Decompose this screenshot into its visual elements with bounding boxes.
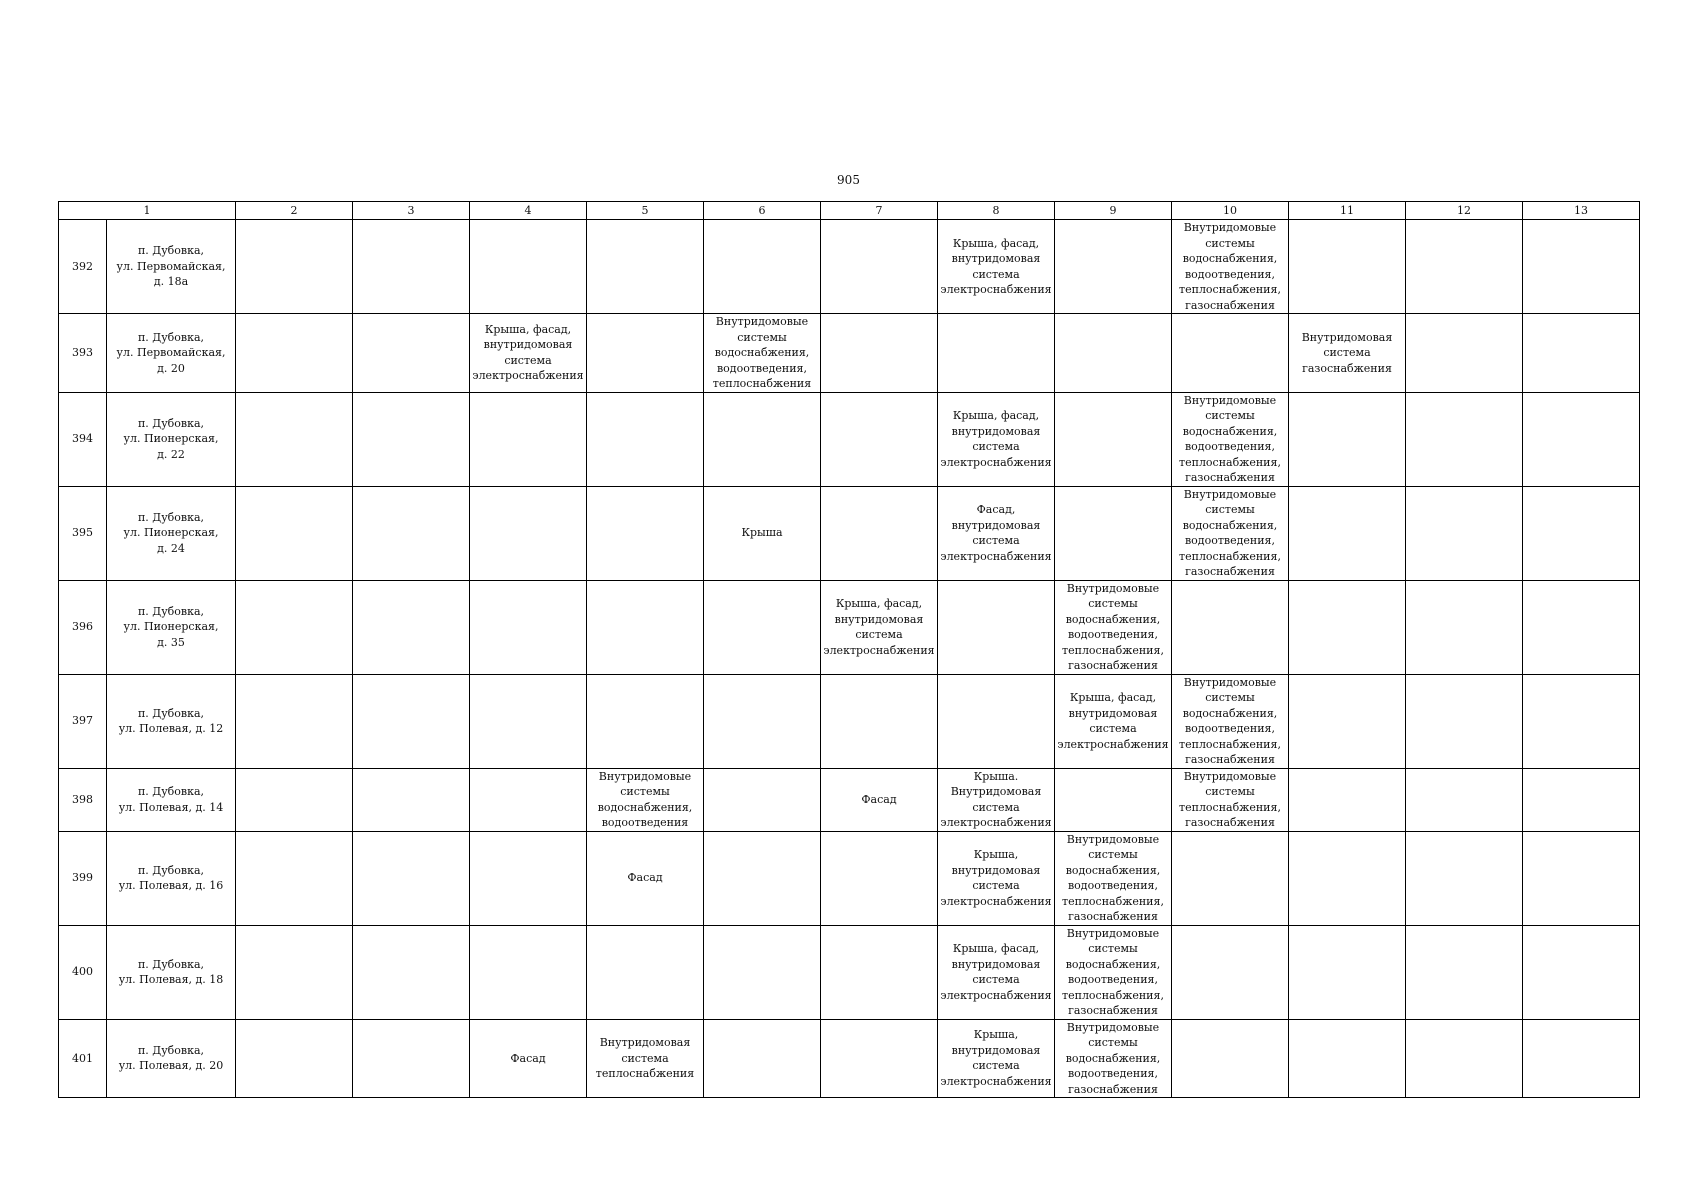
work-cell-col-6: [704, 220, 821, 314]
work-cell-col-10: [1172, 831, 1289, 925]
work-cell-col-11: [1289, 1019, 1406, 1098]
work-cell-col-12: [1406, 220, 1523, 314]
work-cell-col-8: Крыша, внутридомовая система электроснабжения: [938, 831, 1055, 925]
work-cell-col-7: [821, 392, 938, 486]
work-cell-col-11: [1289, 925, 1406, 1019]
work-cell-col-9: [1055, 768, 1172, 831]
work-cell-col-7: Фасад: [821, 768, 938, 831]
row-number: 400: [59, 925, 107, 1019]
work-cell-col-12: [1406, 392, 1523, 486]
work-cell-col-7: [821, 314, 938, 393]
work-cell-col-6: [704, 831, 821, 925]
work-cell-col-13: [1523, 220, 1640, 314]
work-cell-col-2: [236, 220, 353, 314]
work-cell-col-5: [587, 674, 704, 768]
work-cell-col-11: [1289, 580, 1406, 674]
work-cell-col-10: Внутридомовые системы теплоснабжения, газоснабжения: [1172, 768, 1289, 831]
work-cell-col-6: [704, 925, 821, 1019]
work-cell-col-2: [236, 674, 353, 768]
work-cell-col-12: [1406, 1019, 1523, 1098]
row-number: 395: [59, 486, 107, 580]
work-cell-col-9: Крыша, фасад, внутридомовая система электроснабжения: [1055, 674, 1172, 768]
work-cell-col-2: [236, 1019, 353, 1098]
work-cell-col-13: [1523, 831, 1640, 925]
work-cell-col-11: [1289, 831, 1406, 925]
work-cell-col-11: [1289, 768, 1406, 831]
work-cell-col-5: Внутридомовая система теплоснабжения: [587, 1019, 704, 1098]
work-cell-col-4: Крыша, фасад, внутридомовая система электроснабжения: [470, 314, 587, 393]
work-cell-col-9: Внутридомовые системы водоснабжения, водоотведения, теплоснабжения, газоснабжения: [1055, 580, 1172, 674]
work-cell-col-12: [1406, 831, 1523, 925]
table-header-row: [59, 202, 1640, 220]
work-cell-col-6: [704, 768, 821, 831]
work-cell-col-10: [1172, 1019, 1289, 1098]
header-cell: 8: [938, 202, 1055, 220]
work-cell-col-3: [353, 314, 470, 393]
address-cell: п. Дубовка, ул. Первомайская, д. 18а: [107, 220, 236, 314]
address-cell: п. Дубовка, ул. Полевая, д. 14: [107, 768, 236, 831]
row-number: 398: [59, 768, 107, 831]
table-row: [59, 580, 1640, 674]
header-cell: 5: [587, 202, 704, 220]
work-cell-col-2: [236, 768, 353, 831]
header-cell: 11: [1289, 202, 1406, 220]
header-cell: 1: [59, 202, 236, 220]
work-cell-col-11: [1289, 674, 1406, 768]
work-cell-col-9: [1055, 486, 1172, 580]
work-cell-col-10: Внутридомовые системы водоснабжения, водоотведения, теплоснабжения, газоснабжения: [1172, 392, 1289, 486]
work-cell-col-7: Крыша, фасад, внутридомовая система электроснабжения: [821, 580, 938, 674]
work-cell-col-4: [470, 674, 587, 768]
work-cell-col-8: Крыша, внутридомовая система электроснабжения: [938, 1019, 1055, 1098]
work-cell-col-10: [1172, 925, 1289, 1019]
work-cell-col-5: [587, 925, 704, 1019]
work-cell-col-11: [1289, 220, 1406, 314]
table-row: [59, 1019, 1640, 1098]
header-cell: 4: [470, 202, 587, 220]
work-cell-col-6: [704, 580, 821, 674]
table-row: [59, 220, 1640, 314]
work-cell-col-13: [1523, 1019, 1640, 1098]
work-cell-col-12: [1406, 674, 1523, 768]
row-number: 392: [59, 220, 107, 314]
header-cell: 6: [704, 202, 821, 220]
work-cell-col-9: [1055, 392, 1172, 486]
work-cell-col-9: Внутридомовые системы водоснабжения, водоотведения, газоснабжения: [1055, 1019, 1172, 1098]
work-cell-col-7: [821, 674, 938, 768]
work-cell-col-7: [821, 486, 938, 580]
address-cell: п. Дубовка, ул. Полевая, д. 16: [107, 831, 236, 925]
work-cell-col-4: Фасад: [470, 1019, 587, 1098]
work-cell-col-8: [938, 314, 1055, 393]
address-cell: п. Дубовка, ул. Пионерская, д. 24: [107, 486, 236, 580]
work-cell-col-2: [236, 314, 353, 393]
work-cell-col-13: [1523, 314, 1640, 393]
work-cell-col-8: Крыша, фасад, внутридомовая система электроснабжения: [938, 220, 1055, 314]
work-cell-col-8: Крыша, фасад, внутридомовая система электроснабжения: [938, 925, 1055, 1019]
header-cell: 10: [1172, 202, 1289, 220]
table-row: [59, 674, 1640, 768]
work-cell-col-13: [1523, 580, 1640, 674]
work-cell-col-13: [1523, 925, 1640, 1019]
row-number: 399: [59, 831, 107, 925]
work-cell-col-13: [1523, 392, 1640, 486]
table-row: [59, 831, 1640, 925]
work-cell-col-5: [587, 486, 704, 580]
work-cell-col-9: Внутридомовые системы водоснабжения, водоотведения, теплоснабжения, газоснабжения: [1055, 831, 1172, 925]
work-cell-col-8: [938, 580, 1055, 674]
work-cell-col-3: [353, 486, 470, 580]
work-cell-col-3: [353, 831, 470, 925]
work-cell-col-3: [353, 1019, 470, 1098]
work-cell-col-4: [470, 220, 587, 314]
work-cell-col-4: [470, 831, 587, 925]
work-cell-col-7: [821, 1019, 938, 1098]
work-cell-col-12: [1406, 925, 1523, 1019]
work-cell-col-11: [1289, 392, 1406, 486]
table-row: [59, 314, 1640, 393]
work-cell-col-5: Внутридомовые системы водоснабжения, водоотведения: [587, 768, 704, 831]
work-cell-col-12: [1406, 486, 1523, 580]
header-cell: 9: [1055, 202, 1172, 220]
work-cell-col-3: [353, 674, 470, 768]
table-body: [59, 220, 1640, 1098]
work-cell-col-7: [821, 831, 938, 925]
table-row: [59, 486, 1640, 580]
header-cell: 12: [1406, 202, 1523, 220]
header-cell: 3: [353, 202, 470, 220]
work-cell-col-10: Внутридомовые системы водоснабжения, водоотведения, теплоснабжения, газоснабжения: [1172, 674, 1289, 768]
work-cell-col-4: [470, 580, 587, 674]
table-row: [59, 392, 1640, 486]
work-cell-col-6: [704, 674, 821, 768]
work-cell-col-4: [470, 392, 587, 486]
work-cell-col-7: [821, 220, 938, 314]
work-cell-col-8: Фасад, внутридомовая система электроснабжения: [938, 486, 1055, 580]
work-cell-col-5: [587, 580, 704, 674]
row-number: 393: [59, 314, 107, 393]
work-cell-col-9: [1055, 220, 1172, 314]
work-cell-col-8: Крыша. Внутридомовая система электроснабжения: [938, 768, 1055, 831]
work-cell-col-4: [470, 768, 587, 831]
row-number: 397: [59, 674, 107, 768]
work-cell-col-2: [236, 486, 353, 580]
table-row: [59, 768, 1640, 831]
address-cell: п. Дубовка, ул. Полевая, д. 18: [107, 925, 236, 1019]
row-number: 394: [59, 392, 107, 486]
work-cell-col-12: [1406, 580, 1523, 674]
header-cell: 2: [236, 202, 353, 220]
work-cell-col-8: [938, 674, 1055, 768]
row-number: 396: [59, 580, 107, 674]
work-cell-col-9: [1055, 314, 1172, 393]
work-cell-col-9: Внутридомовые системы водоснабжения, водоотведения, теплоснабжения, газоснабжения: [1055, 925, 1172, 1019]
work-cell-col-11: [1289, 486, 1406, 580]
work-cell-col-4: [470, 486, 587, 580]
work-cell-col-10: [1172, 314, 1289, 393]
work-cell-col-12: [1406, 768, 1523, 831]
work-cell-col-3: [353, 925, 470, 1019]
repair-schedule-table: [58, 201, 1640, 1098]
address-cell: п. Дубовка, ул. Полевая, д. 12: [107, 674, 236, 768]
table-row: [59, 925, 1640, 1019]
work-cell-col-3: [353, 392, 470, 486]
work-cell-col-2: [236, 831, 353, 925]
work-cell-col-6: [704, 1019, 821, 1098]
work-cell-col-10: Внутридомовые системы водоснабжения, водоотведения, теплоснабжения, газоснабжения: [1172, 486, 1289, 580]
work-cell-col-2: [236, 925, 353, 1019]
work-cell-col-4: [470, 925, 587, 1019]
work-cell-col-8: Крыша, фасад, внутридомовая система электроснабжения: [938, 392, 1055, 486]
work-cell-col-6: Внутридомовые системы водоснабжения, водоотведения, теплоснабжения: [704, 314, 821, 393]
page-number: 905: [837, 173, 860, 187]
work-cell-col-3: [353, 768, 470, 831]
work-cell-col-12: [1406, 314, 1523, 393]
work-cell-col-7: [821, 925, 938, 1019]
row-number: 401: [59, 1019, 107, 1098]
work-cell-col-3: [353, 220, 470, 314]
address-cell: п. Дубовка, ул. Пионерская, д. 35: [107, 580, 236, 674]
work-cell-col-6: Крыша: [704, 486, 821, 580]
work-cell-col-11: Внутридомовая система газоснабжения: [1289, 314, 1406, 393]
header-cell: 7: [821, 202, 938, 220]
work-cell-col-5: [587, 220, 704, 314]
work-cell-col-5: [587, 392, 704, 486]
work-cell-col-5: [587, 314, 704, 393]
work-cell-col-13: [1523, 674, 1640, 768]
work-cell-col-2: [236, 392, 353, 486]
address-cell: п. Дубовка, ул. Первомайская, д. 20: [107, 314, 236, 393]
work-cell-col-13: [1523, 486, 1640, 580]
work-cell-col-6: [704, 392, 821, 486]
address-cell: п. Дубовка, ул. Пионерская, д. 22: [107, 392, 236, 486]
work-cell-col-2: [236, 580, 353, 674]
work-cell-col-10: Внутридомовые системы водоснабжения, водоотведения, теплоснабжения, газоснабжения: [1172, 220, 1289, 314]
work-cell-col-3: [353, 580, 470, 674]
header-cell: 13: [1523, 202, 1640, 220]
work-cell-col-10: [1172, 580, 1289, 674]
work-cell-col-13: [1523, 768, 1640, 831]
work-cell-col-5: Фасад: [587, 831, 704, 925]
address-cell: п. Дубовка, ул. Полевая, д. 20: [107, 1019, 236, 1098]
